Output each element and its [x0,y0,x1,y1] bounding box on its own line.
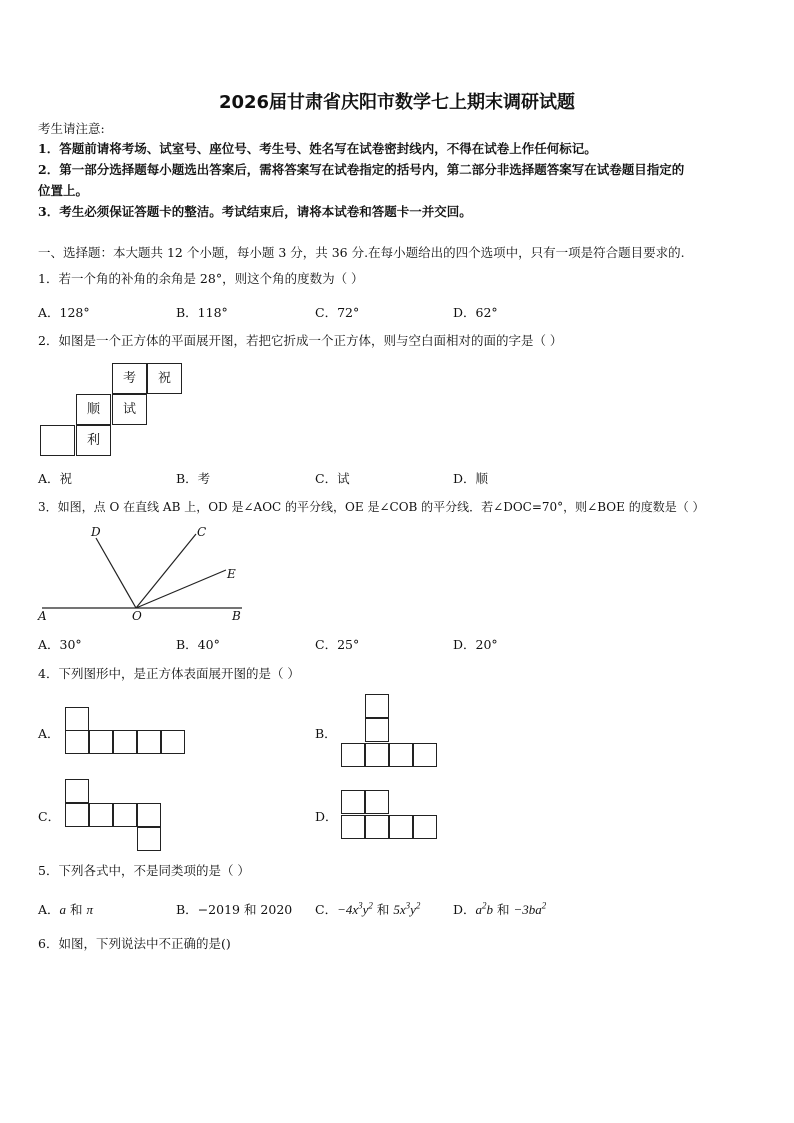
label-c: C [197,525,207,539]
ray-od [96,538,136,608]
q5-option-d: D．$a^2b$ 和 $-3ba^2$ [453,900,547,917]
notice-item-2: 2．第一部分选择题每小题选出答案后，需将答案写在试卷指定的括号内，第二部分非选择题答案写在试卷题目指定的 [38,162,685,177]
q3-option-b: B．40° [176,637,220,652]
net-face-shun: 顺 [76,394,111,425]
ray-oc [136,534,196,608]
q5-option-a: A．a 和 π [38,902,93,917]
notice-item-2-cont: 位置上。 [38,183,89,198]
question-6-stem: 6．如图，下列说法中不正确的是() [38,936,231,951]
label-o: O [132,609,142,623]
ray-oe [136,570,226,608]
label-e: E [227,567,236,581]
q1-option-d: D．62° [453,305,498,320]
net-face-blank [40,425,75,456]
q1-option-b: B．118° [176,305,228,320]
q4-option-a-label: A． [38,726,60,741]
q4-option-c-label: C． [38,809,61,824]
q5-option-b: B．−2019 和 2020 [176,902,293,917]
q3-option-c: C．25° [315,637,360,652]
net-face-zhu: 祝 [147,363,182,394]
angle-figure [36,520,248,630]
q2-option-c: C．试 [315,471,350,486]
notice-heading: 考生请注意: [38,121,105,136]
q2-option-d: D．顺 [453,471,489,486]
section-heading: 一、选择题：本大题共 12 个小题，每小题 3 分，共 36 分.在每小题给出的四个选项中，只有一项是符合题目要求的. [38,245,685,260]
q1-option-a: A．128° [38,305,90,320]
q5-option-c: C．$-4x^3y^2$ 和 $5x^3y^2$ [315,900,421,917]
q2-option-a: A．祝 [38,471,73,486]
q4-option-d-label: D． [315,809,338,824]
label-d: D [91,525,101,539]
label-a: A [38,609,47,623]
notice-item-3: 3．考生必须保证答题卡的整洁。考试结束后，请将本试卷和答题卡一并交回。 [38,204,472,219]
net-face-shi: 试 [112,394,147,425]
notice-item-1: 1．答题前请将考场、试室号、座位号、考生号、姓名写在试卷密封线内，不得在试卷上作任何标记。 [38,141,597,156]
question-3-stem: 3．如图，点 O 在直线 AB 上，OD 是∠AOC 的平分线，OE 是∠COB 的平分线．若∠DOC=70°，则∠BOE 的度数是（ ） [38,500,705,514]
q4-option-b-label: B． [315,726,337,741]
net-face-li: 利 [76,425,111,456]
question-2-stem: 2．如图是一个正方体的平面展开图，若把它折成一个正方体，则与空白面相对的面的字是（ ） [38,333,563,348]
q1-option-c: C．72° [315,305,360,320]
question-4-stem: 4．下列图形中，是正方体表面展开图的是（ ） [38,666,300,681]
net-face-kao: 考 [112,363,147,394]
label-b: B [232,609,241,623]
q3-option-a: A．30° [38,637,82,652]
page-title: 2026届甘肃省庆阳市数学七上期末调研试题 [218,92,576,113]
question-1-stem: 1．若一个角的补角的余角是 28°，则这个角的度数为（ ） [38,271,364,286]
question-5-stem: 5．下列各式中，不是同类项的是（ ） [38,863,250,878]
q2-option-b: B．考 [176,471,211,486]
q3-option-d: D．20° [453,637,498,652]
